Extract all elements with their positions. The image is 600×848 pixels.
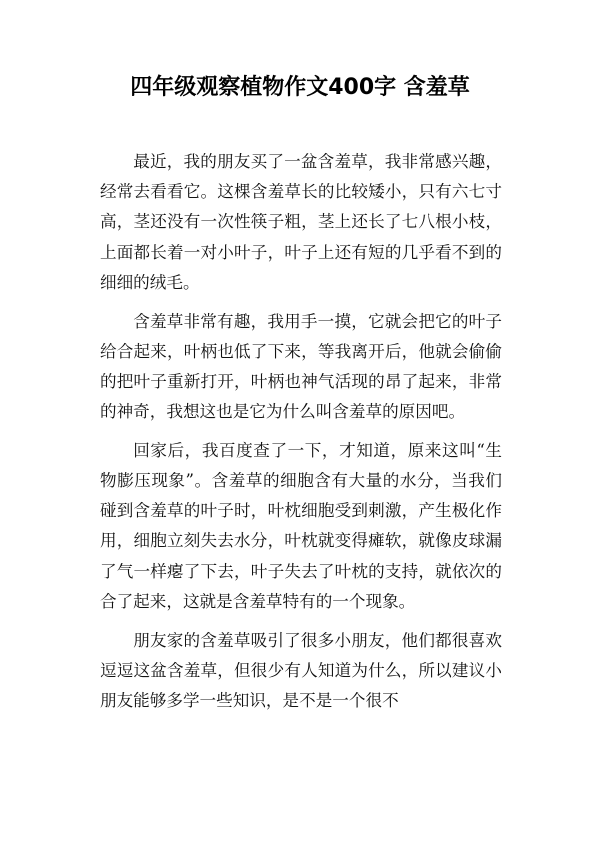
document-body	[100, 147, 502, 725]
paragraph-3: 回家后，我百度查了一下，才知道，原来这叫“生物膨压现象”。含羞草的细胞含有大量的水分，当我们碰到含羞草的叶子时，叶枕细胞受到刺激，产生极化作用，细胞立刻失去水分，叶枕就变得瘫软，就像皮球漏了气一样瘪了下去，叶子失去了叶枕的支持，就依次的合了起来，这就是含羞草特有的一个现象。	[100, 440, 502, 611]
paragraph-1: 最近，我的朋友买了一盆含羞草，我非常感兴趣，经常去看看它。这棵含羞草长的比较矮小，只有六七寸高，茎还没有一次性筷子粗，茎上还长了七八根小枝，上面都长着一对小叶子，叶子上还有短的几乎看不到的细细的绒毛。	[100, 152, 502, 292]
document-title: 四年级观察植物作文400字 含羞草	[130, 75, 470, 100]
paragraph-2: 含羞草非常有趣，我用手一摸，它就会把它的叶子给合起来，叶柄也低了下来，等我离开后，他就会偷偷的把叶子重新打开，叶柄也神气活现的昂了起来，非常的神奇，我想这也是它为什么叫含羞草的原因吧。	[100, 311, 502, 422]
paragraph-4: 朋友家的含羞草吸引了很多小朋友，他们都很喜欢逗逗这盆含羞草，但很少有人知道为什么，所以建议小朋友能够多学一些知识，是不是一个很不	[100, 630, 502, 710]
